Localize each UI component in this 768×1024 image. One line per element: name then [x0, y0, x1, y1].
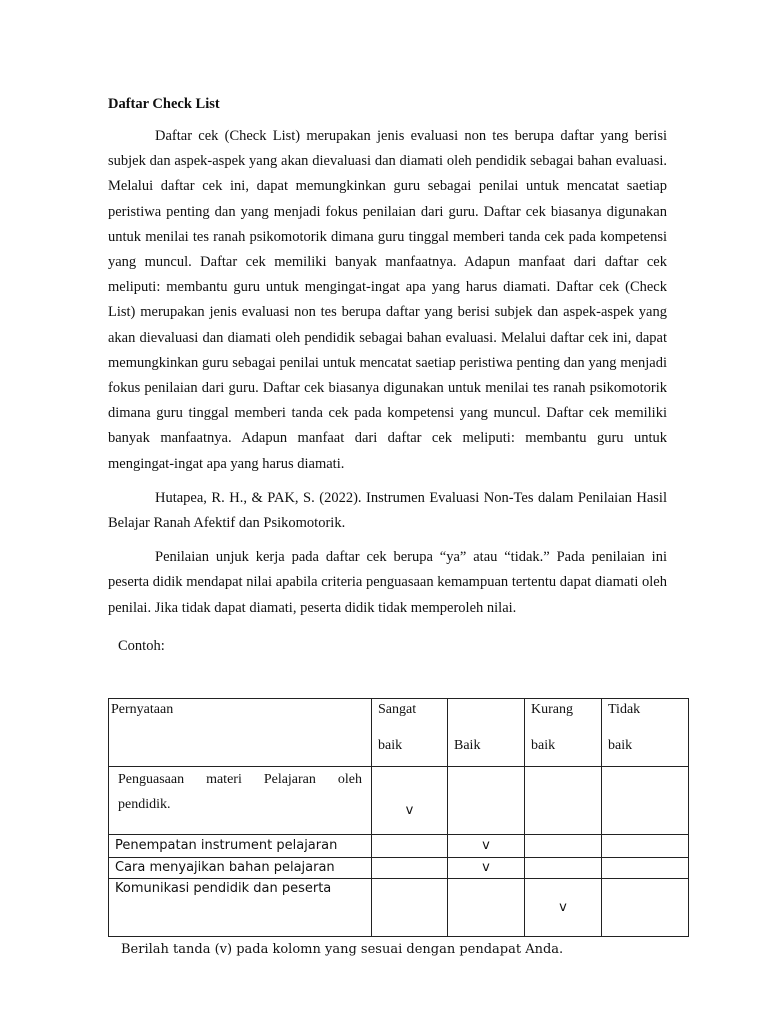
mark-sangat-baik: v: [372, 767, 448, 835]
checklist-table: [108, 698, 689, 937]
mark-baik: v: [448, 858, 525, 879]
paragraph-checklist-definition: Daftar cek (Check List) merupakan jenis evaluasi non tes berupa daftar yang berisi subjek dan aspek-aspek yang akan dievaluasi dan diamati oleh pendidik sebagai bahan evaluasi. Melalui daftar cek ini, dapat memungkinkan guru sebagai penilai untuk mencatat saetiap peristiwa penting dan yang menjadi fokus penilaian dari guru. Daftar cek biasanya digunakan untuk menilai tes ranah psikomotorik dimana guru tinggal memberi tanda cek pada kompetensi yang muncul. Daftar cek memiliki banyak manfaatnya. Adapun manfaat dari daftar cek meliputi: membantu guru untuk mengingat-ingat apa yang harus diamati. Daftar cek (Check List) merupakan jenis evaluasi non tes berupa daftar yang berisi subjek dan aspek-aspek yang akan dievaluasi dan diamati oleh pendidik sebagai bahan evaluasi. Melalui daftar cek ini, dapat memungkinkan guru sebagai penilai untuk mencatat saetiap peristiwa penting dan yang menjadi fokus penilaian dari guru. Daftar cek biasanya digunakan untuk menilai tes ranah psikomotorik dimana guru tinggal memberi tanda cek pada kompetensi yang muncul. Daftar cek memiliki banyak manfaatnya. Adapun manfaat dari daftar cek meliputi: membantu guru untuk mengingat-ingat apa yang harus diamati.: [108, 128, 667, 472]
table-row: [109, 767, 689, 835]
header-statement: [109, 699, 372, 767]
header-tidak-label: Tidak: [608, 702, 641, 717]
header-baik: [448, 699, 525, 767]
cell-baik: [448, 767, 525, 835]
row-statement: Penguasaan materi Pelajaran oleh pendidik.: [109, 767, 372, 835]
header-sangat-baik: [372, 699, 448, 767]
header-kurang-baik: [525, 699, 602, 767]
cell-kurang-baik: [525, 767, 602, 835]
header-tidak-baik: [602, 699, 689, 767]
header-tidak-baik-label: baik: [608, 738, 633, 753]
table-instruction-note: Berilah tanda (v) pada kolomn yang sesuai dengan pendapat Anda.: [121, 942, 564, 957]
row-statement: Komunikasi pendidik dan peserta: [109, 879, 372, 937]
example-label: Contoh:: [118, 637, 165, 654]
header-kurang-baik-label: baik: [531, 738, 556, 753]
paragraph-assessment: Penilaian unjuk kerja pada daftar cek berupa “ya” atau “tidak.” Pada penilaian ini peserta didik mendapat nilai apabila criteria penguasaan kemampuan tertentu dapat diamati oleh penilai. Jika tidak dapat diamati, peserta didik tidak memperoleh nilai.: [108, 549, 667, 616]
cell-sangat-baik: [372, 858, 448, 879]
cell-tidak-baik: [602, 835, 689, 858]
paragraph-reference: Hutapea, R. H., & PAK, S. (2022). Instrumen Evaluasi Non-Tes dalam Penilaian Hasil Belajar Ranah Afektif dan Psikomotorik.: [108, 489, 667, 532]
header-baik-label: Baik: [454, 738, 481, 753]
cell-kurang-baik: [525, 858, 602, 879]
header-statement-label: Pernyataan: [111, 702, 174, 717]
cell-tidak-baik: [602, 879, 689, 937]
mark-kurang-baik: v: [525, 879, 602, 937]
header-sangat-label: Sangat: [378, 702, 417, 717]
row-statement: Penempatan instrument pelajaran: [109, 835, 372, 858]
cell-sangat-baik: [372, 879, 448, 937]
mark-baik: v: [448, 835, 525, 858]
cell-tidak-baik: [602, 858, 689, 879]
header-kurang-label: Kurang: [531, 702, 573, 717]
table-row: [109, 858, 689, 879]
table-row: [109, 835, 689, 858]
cell-sangat-baik: [372, 835, 448, 858]
table-row: [109, 879, 689, 937]
section-heading: Daftar Check List: [108, 96, 220, 112]
cell-kurang-baik: [525, 835, 602, 858]
table-header-row: [109, 699, 689, 767]
row-statement: Cara menyajikan bahan pelajaran: [109, 858, 372, 879]
cell-tidak-baik: [602, 767, 689, 835]
document-page: [108, 94, 667, 957]
cell-baik: [448, 879, 525, 937]
header-sangat-baik-label: baik: [378, 738, 403, 753]
